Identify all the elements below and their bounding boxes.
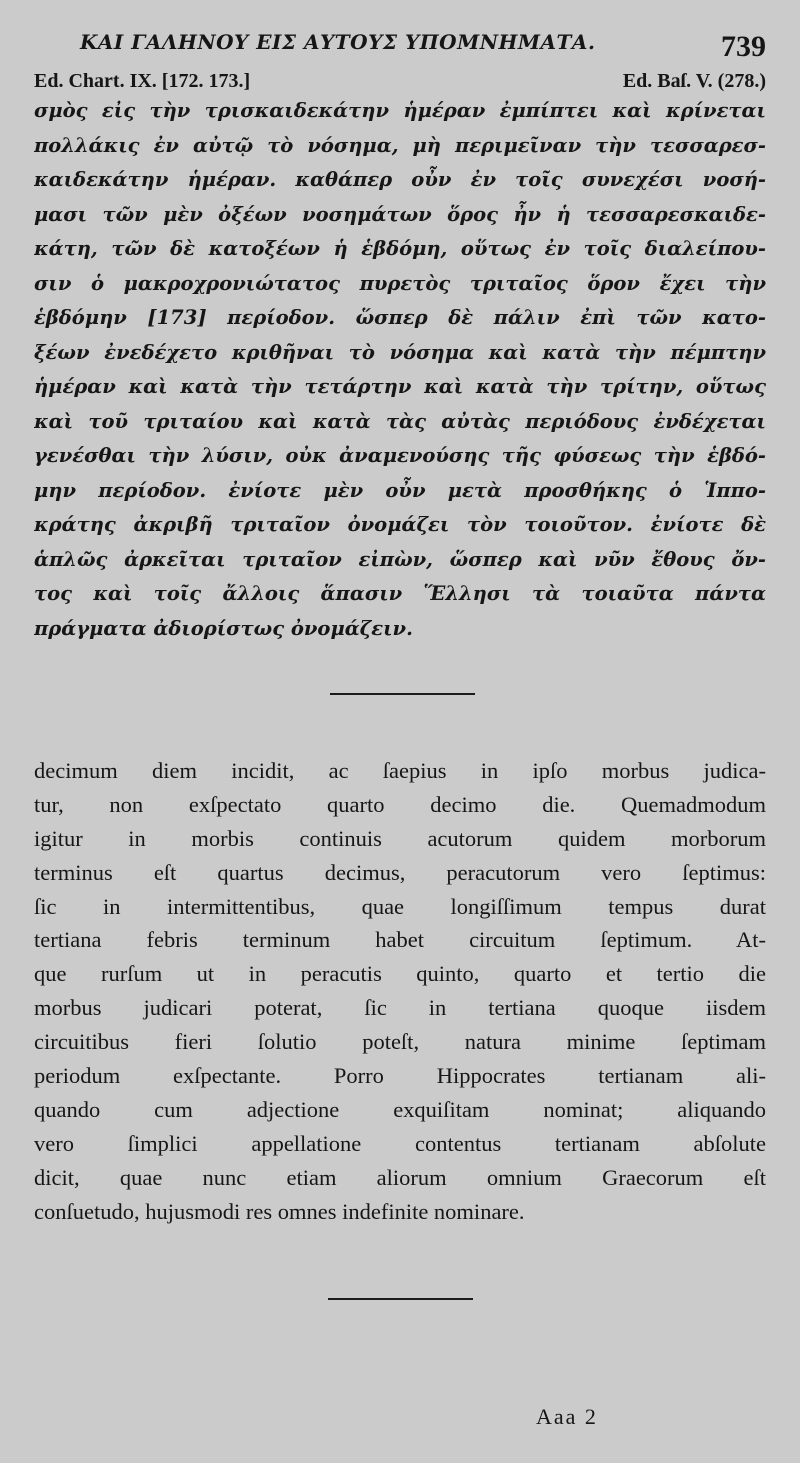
latin-text-line: que rurſum ut in peracutis quinto, quarto et tertio die xyxy=(34,961,766,987)
latin-text-block xyxy=(34,754,766,1228)
edition-chart-reference: Ed. Chart. IX. [172. 173.] xyxy=(34,70,251,92)
latin-text-line: morbus judicari poterat, ſic in tertiana quoque iisdem xyxy=(34,995,766,1021)
latin-text-line: quando cum adjectione exquiſitam nominat; aliquando xyxy=(34,1096,766,1122)
page-number: 739 xyxy=(721,30,766,63)
latin-text-line: tertiana febris terminum habet circuitum ſeptimum. At- xyxy=(34,927,766,953)
greek-text-line: κράτης ἀκριβῆ τριταῖον ὀνομάζει τὸν τοιοῦτον. ἐνίοτε δὲ xyxy=(34,513,766,536)
latin-text-line: ſic in intermittentibus, quae longiſſimum tempus durat xyxy=(34,893,766,919)
printer-signature-mark: Aaa 2 xyxy=(536,1404,598,1429)
greek-text-line: καὶ τοῦ τριταίου καὶ κατὰ τὰς αὐτὰς περιόδους ἐνδέχεται xyxy=(34,409,766,433)
latin-text-line: dicit, quae nunc etiam aliorum omnium Graecorum eſt xyxy=(34,1164,766,1190)
latin-text-line: igitur in morbis continuis acutorum quidem morborum xyxy=(34,825,766,851)
greek-text-line: σμὸς εἰς τὴν τρισκαιδεκάτην ἡμέραν ἐμπίπτει καὶ κρίνεται xyxy=(34,99,766,122)
section-divider xyxy=(328,1298,473,1300)
greek-text-line: πολλάκις ἐν αὐτῷ τὸ νόσημα, μὴ περιμεῖναν τὴν τεσσαρεσ- xyxy=(34,133,766,157)
greek-text-line: τος καὶ τοῖς ἄλλοις ἅπασιν Ἕλλησι τὰ τοιαῦτα πάντα xyxy=(34,582,766,605)
greek-text-line: καιδεκάτην ἡμέραν. καθάπερ οὖν ἐν τοῖς συνεχέσι νοσή- xyxy=(34,168,766,191)
greek-text-line: ἁπλῶς ἀρκεῖται τριταῖον εἰπὼν, ὥσπερ καὶ νῦν ἔθους ὄν- xyxy=(34,547,766,571)
latin-text-line: circuitibus fieri ſolutio poteſt, natura minime ſeptimam xyxy=(34,1029,766,1055)
greek-text-block xyxy=(34,94,766,646)
edition-reference-line xyxy=(34,70,766,96)
greek-text-line: γενέσθαι τὴν λύσιν, οὐκ ἀναμενούσης τῆς φύσεως τὴν ἑβδό- xyxy=(34,444,766,467)
latin-text-line: periodum exſpectante. Porro Hippocrates tertianam ali- xyxy=(34,1063,766,1089)
running-title: ΚΑΙ ΓΑΛΗΝΟΥ ΕΙΣ ΑΥΤΟΥΣ ΥΠΟΜΝΗΜΑΤΑ. xyxy=(80,30,596,54)
greek-text-line: μασι τῶν μὲν ὀξέων νοσημάτων ὅρος ἦν ἡ τεσσαρεσκαιδε- xyxy=(34,202,766,226)
greek-text-line: ἑβδόμην [173] περίοδον. ὥσπερ δὲ πάλιν ἐπὶ τῶν κατο- xyxy=(34,306,766,329)
latin-text-line: terminus eſt quartus decimus, peracutorum vero ſeptimus: xyxy=(34,859,766,885)
edition-basel-reference: Ed. Baſ. V. (278.) xyxy=(622,70,766,92)
latin-text-line: vero ſimplici appellatione contentus tertianam abſolute xyxy=(34,1130,766,1156)
greek-text-line: πράγματα ἀδιορίστως ὀνομάζειν. xyxy=(34,616,413,640)
greek-text-line: κάτη, τῶν δὲ κατοξέων ἡ ἑβδόμη, οὕτως ἐν τοῖς διαλείπου- xyxy=(34,237,766,260)
greek-text-line: σιν ὁ μακροχρονιώτατος πυρετὸς τριταῖος ὅρον ἔχει τὴν xyxy=(34,271,766,295)
greek-text-line: ἡμέραν καὶ κατὰ τὴν τετάρτην καὶ κατὰ τὴν τρίτην, οὕτως xyxy=(34,375,766,398)
latin-text-line: decimum diem incidit, ac ſaepius in ipſo morbus judica- xyxy=(34,758,766,783)
greek-text-line: μην περίοδον. ἐνίοτε μὲν οὖν μετὰ προσθήκης ὁ Ἱππο- xyxy=(34,478,766,502)
section-divider xyxy=(330,693,475,695)
latin-text-line: tur, non exſpectato quarto decimo die. Quemadmodum xyxy=(34,791,766,817)
latin-text-line: conſuetudo, hujusmodi res omnes indefinite nominare. xyxy=(34,1198,525,1224)
greek-text-line: ξέων ἐνεδέχετο κριθῆναι τὸ νόσημα καὶ κατὰ τὴν πέμπτην xyxy=(34,340,766,364)
